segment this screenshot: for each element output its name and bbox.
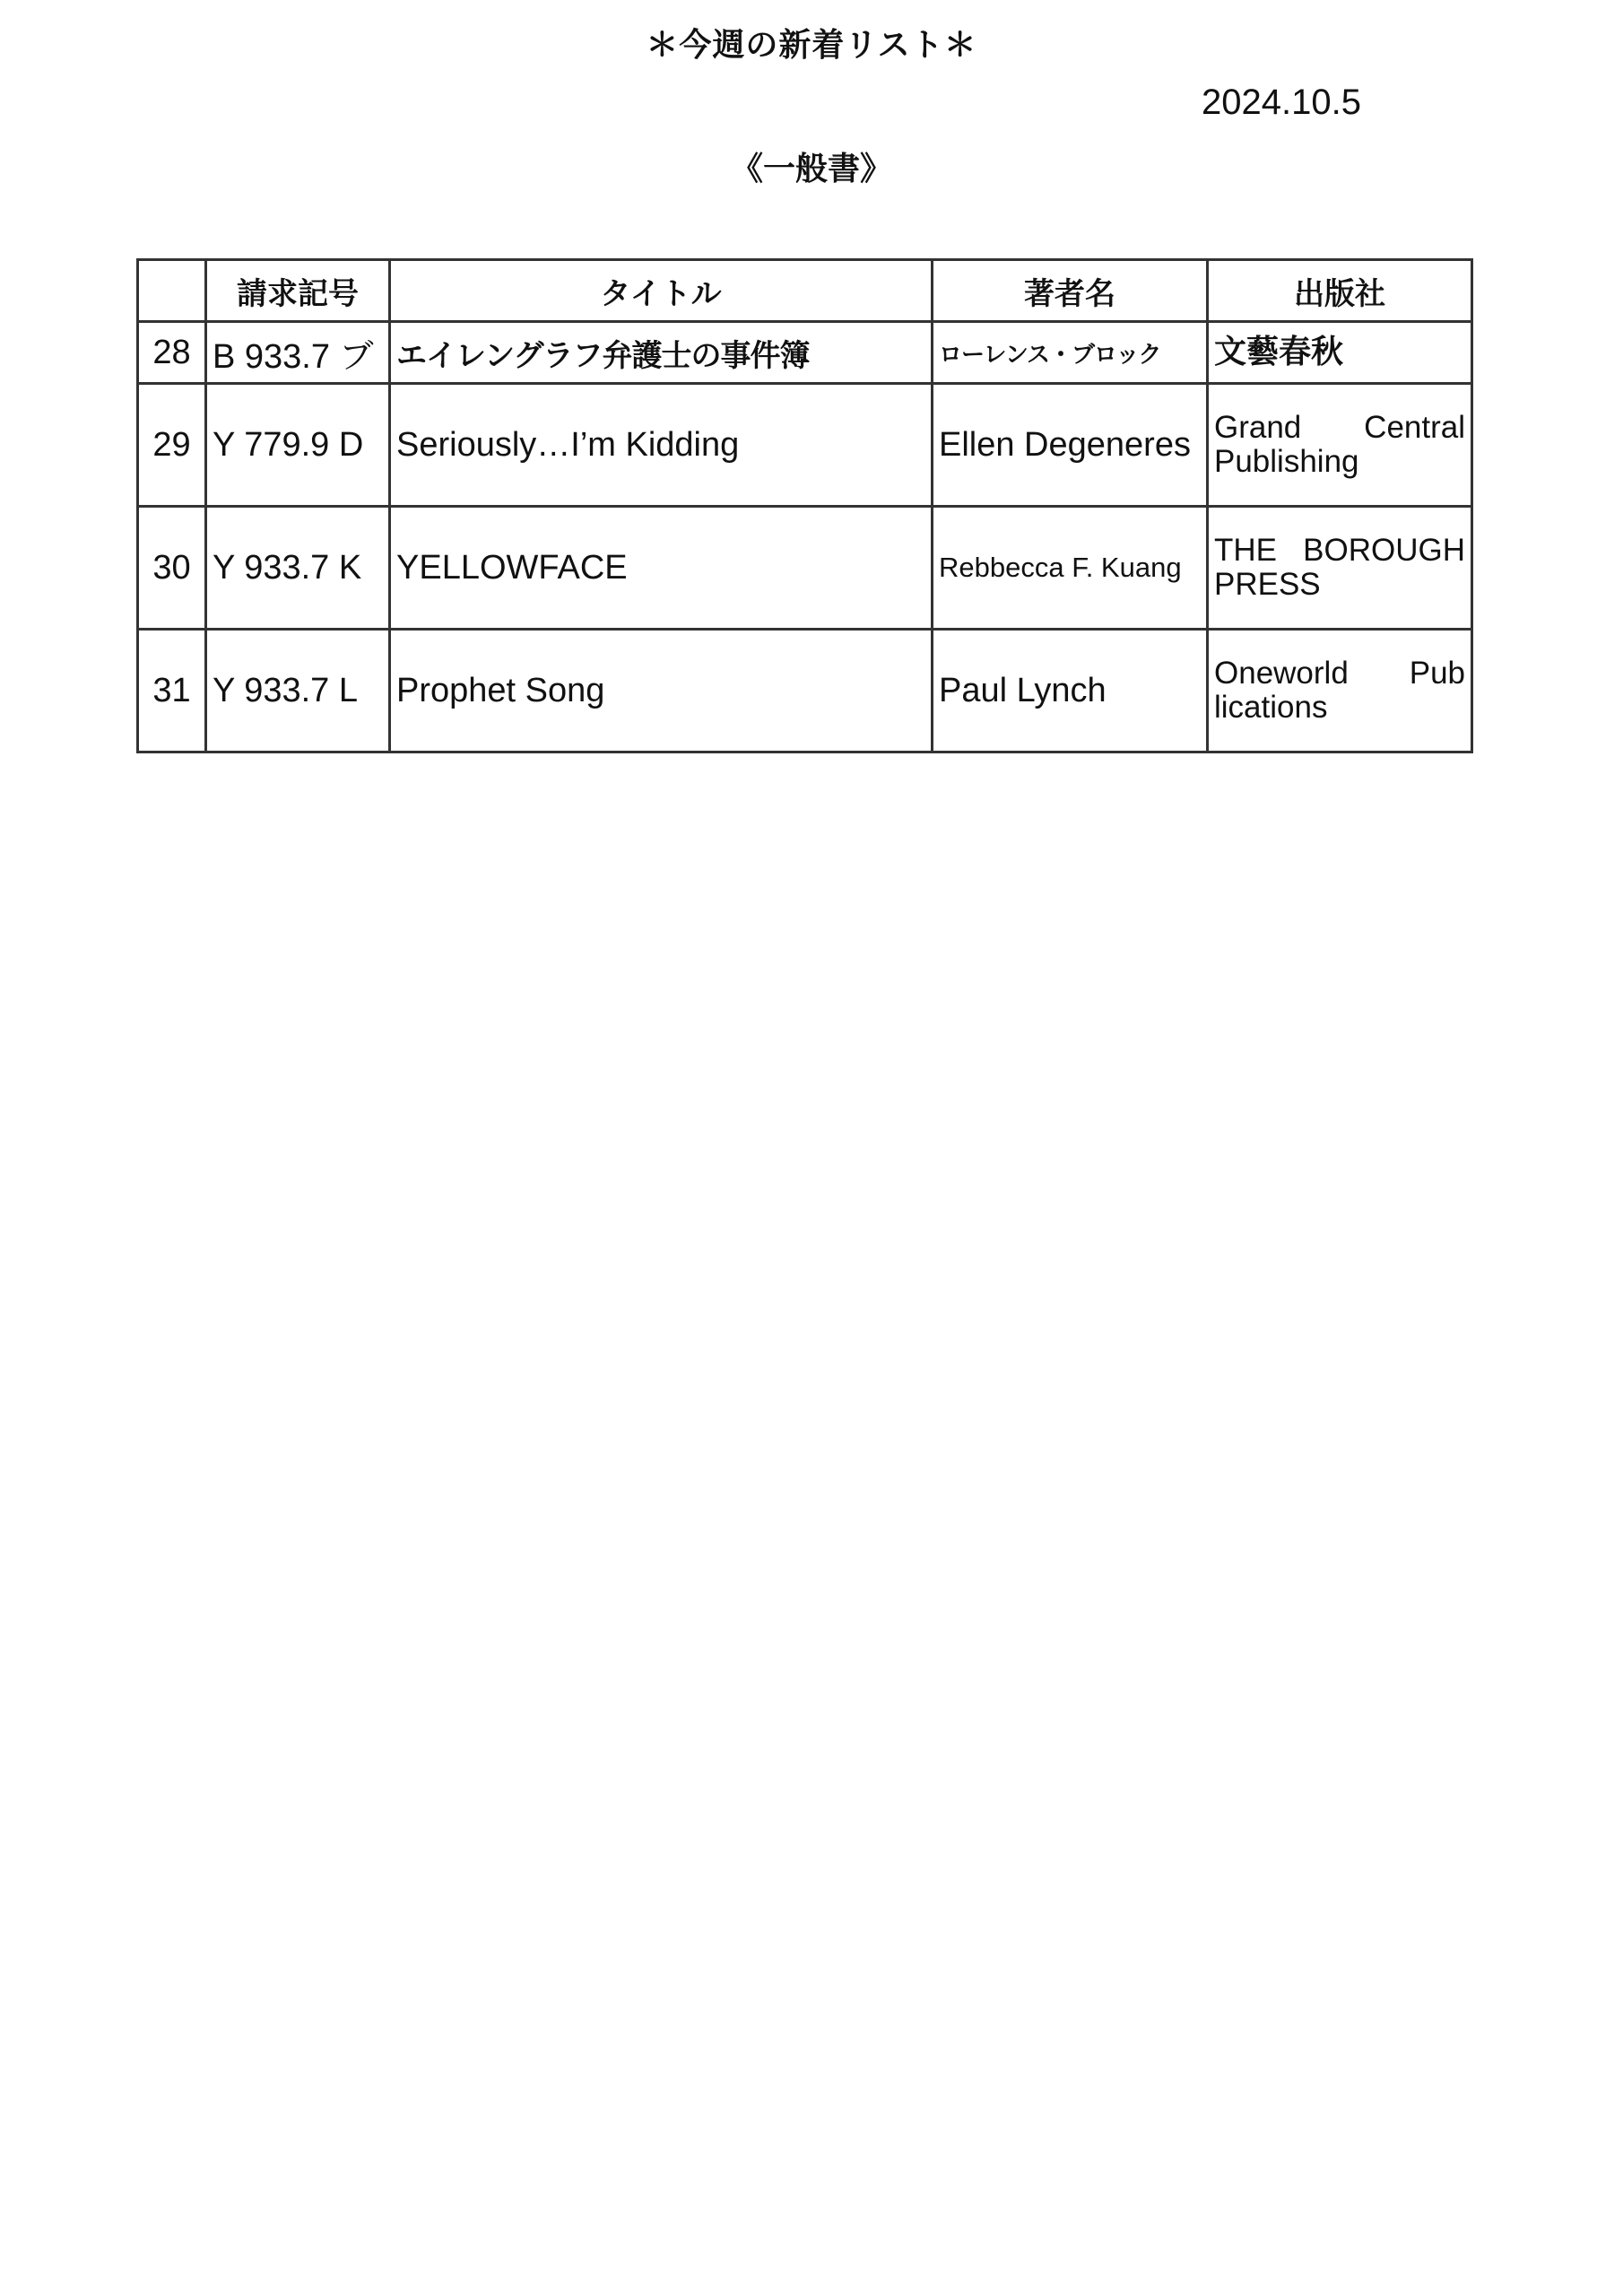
publisher-line: Grand Central	[1214, 410, 1465, 445]
publisher	[1208, 630, 1472, 752]
call-number: Y 933.7 K	[206, 507, 390, 630]
column-header-call-number: 請求記号	[206, 260, 390, 322]
row-number: 31	[138, 630, 206, 752]
publisher	[1208, 384, 1472, 507]
author-name: Paul Lynch	[933, 630, 1208, 752]
row-number: 30	[138, 507, 206, 630]
table-row	[138, 507, 1472, 630]
publisher	[1208, 322, 1472, 384]
publisher	[1208, 507, 1472, 630]
publisher-line: Oneworld Pub	[1214, 656, 1465, 691]
author-name: Ellen Degeneres	[933, 384, 1208, 507]
table-row	[138, 322, 1472, 384]
publisher-line: THE BOROUGH	[1214, 533, 1465, 568]
call-number: Y 933.7 L	[206, 630, 390, 752]
column-header-publisher: 出版社	[1208, 260, 1472, 322]
column-header-number	[138, 260, 206, 322]
new-arrivals-table	[136, 258, 1473, 753]
list-date: 2024.10.5	[1202, 83, 1361, 122]
table-header-row	[138, 260, 1472, 322]
publisher-line: PRESS	[1214, 567, 1321, 602]
page-title: ＊今週の新着リスト＊	[646, 27, 977, 64]
section-heading: 《一般書》	[730, 151, 892, 187]
author-name: ローレンス・ブロック	[933, 322, 1208, 384]
call-number: B 933.7 ブ	[206, 322, 390, 384]
call-number: Y 779.9 D	[206, 384, 390, 507]
row-number: 29	[138, 384, 206, 507]
publisher-line: 文藝春秋	[1214, 334, 1344, 370]
book-title: Seriously…I’m Kidding	[390, 384, 933, 507]
column-header-title: タイトル	[390, 260, 933, 322]
row-number: 28	[138, 322, 206, 384]
book-title: YELLOWFACE	[390, 507, 933, 630]
publisher-line: lications	[1214, 690, 1328, 725]
publisher-line: Publishing	[1214, 444, 1359, 479]
author-name: Rebbecca F. Kuang	[933, 507, 1208, 630]
book-title: Prophet Song	[390, 630, 933, 752]
table-row	[138, 630, 1472, 752]
table-row	[138, 384, 1472, 507]
book-title: エイレングラフ弁護士の事件簿	[390, 322, 933, 384]
column-header-author: 著者名	[933, 260, 1208, 322]
